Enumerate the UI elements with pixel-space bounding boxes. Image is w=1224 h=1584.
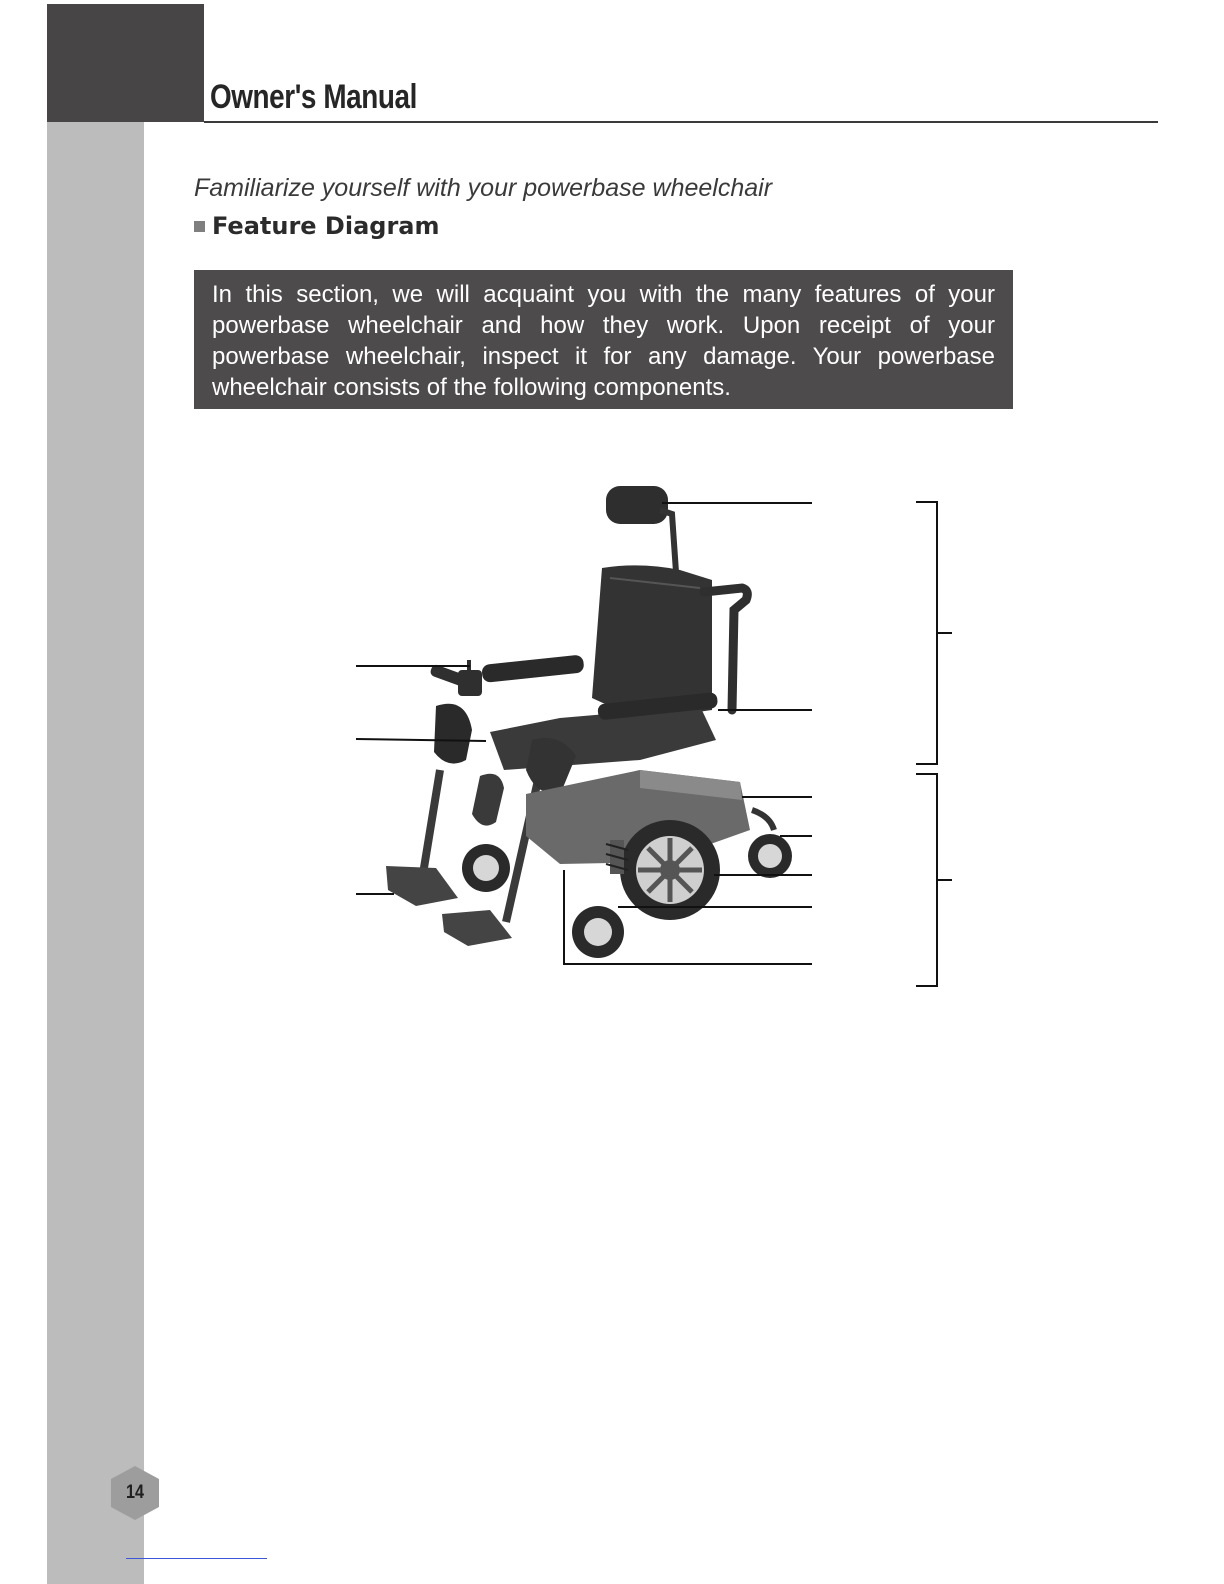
footplate-part	[386, 866, 458, 906]
header-rule	[204, 121, 1158, 123]
group-brackets	[916, 502, 952, 986]
footer-link-line	[126, 1558, 267, 1559]
page-title: Owner's Manual	[210, 78, 417, 116]
headrest-part	[606, 486, 668, 524]
armrest-part	[481, 654, 584, 683]
side-strip	[47, 122, 144, 1584]
wheelchair-illustration	[386, 486, 792, 958]
bullet-square-icon	[194, 221, 205, 232]
feature-diagram	[340, 470, 980, 1010]
header-block	[47, 4, 204, 122]
section-heading-label: Feature Diagram	[212, 212, 440, 240]
subtitle: Familiarize yourself with your powerbase wheelchair	[194, 174, 773, 202]
intro-paragraph: In this section, we will acquaint you with the many features of your powerbase wheelchair and how they work. Upon receipt of your powerbase wheelchair, inspect it for any damage. Your powerbase wheelchair consists of the following components.	[212, 281, 995, 401]
intro-box	[194, 270, 1013, 409]
section-heading	[194, 212, 439, 240]
page-number: 14	[126, 1482, 144, 1503]
